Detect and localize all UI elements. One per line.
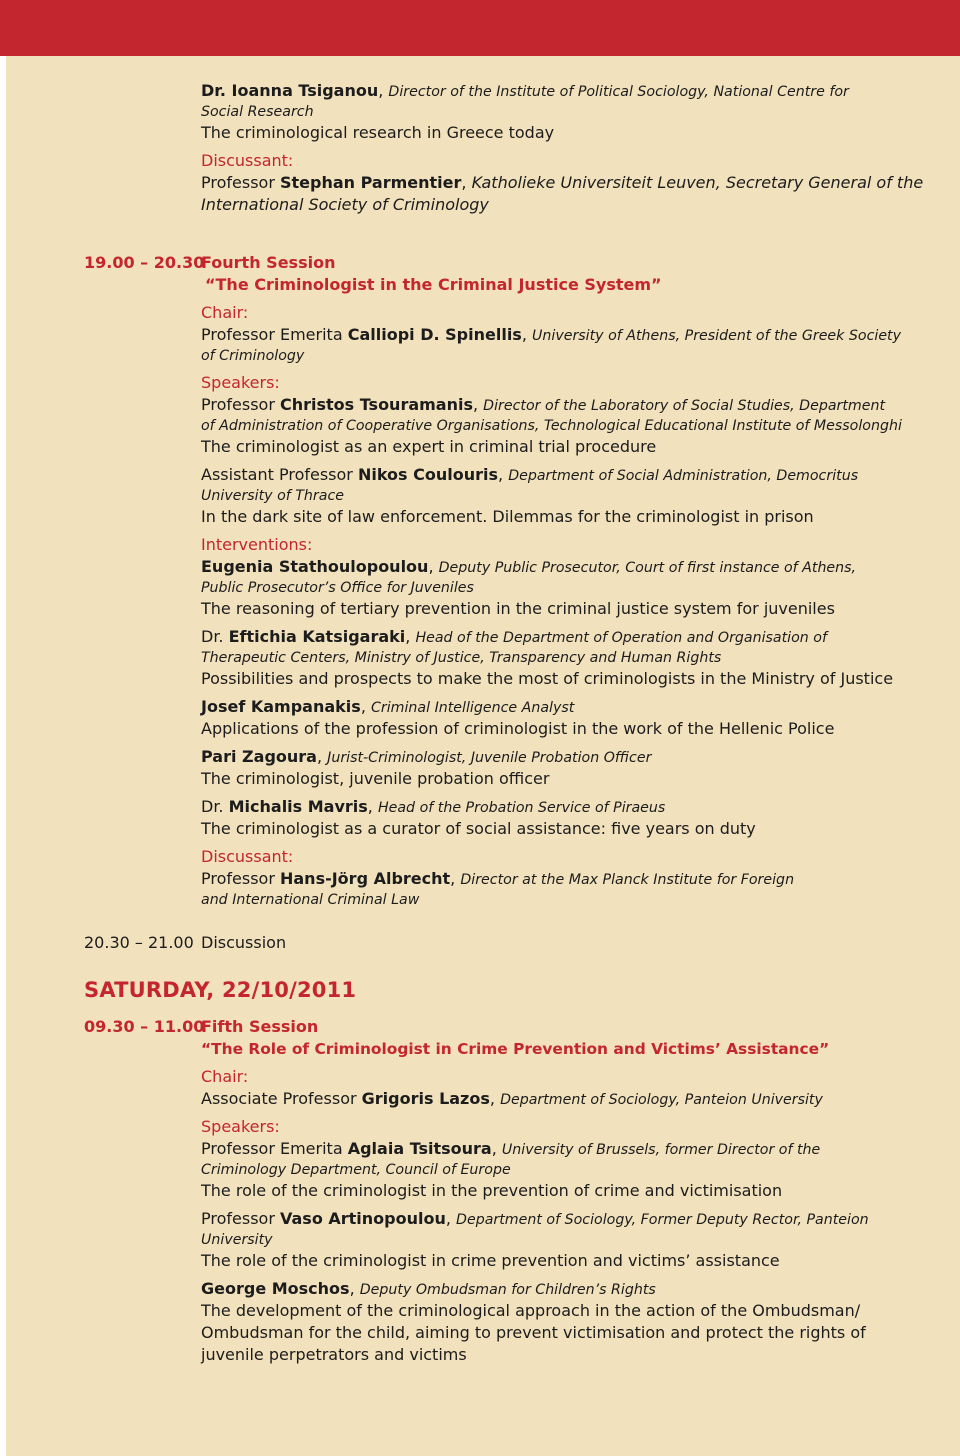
speakers-label: Speakers: [201,1117,280,1136]
speaker-name: Christos Tsouramanis [279,395,473,414]
chair-label: Chair: [201,1067,249,1086]
speaker-title: Assistant Professor [201,465,358,484]
speaker-tsouramanis: Professor Christos Tsouramanis, Director of the Laboratory of Social Studies, Department [201,395,886,414]
speaker-tsitsoura: Professor Emerita Aglaia Tsitsoura, University of Brussels, former Director of the [201,1139,821,1158]
fourth-session [201,252,902,910]
fifth-session [201,1016,891,1366]
speaker-name: Josef Kampanakis [201,697,361,716]
session-subtitle: “The Role of Criminologist in Crime Prevention and Victims’ Assistance” [201,1040,830,1058]
intervention-katsigaraki: Dr. Eftichia Katsigaraki, Head of the Department of Operation and Organisation of [201,627,827,646]
speaker-moschos: George Moschos, Deputy Ombudsman for Children’s Rights [201,1279,656,1298]
speaker-tsiganou: Dr. Ioanna Tsiganou, Director of the Institute of Political Sociology, National Centre for [201,81,849,100]
discussion-row [201,932,891,954]
speaker-affiliation: Head of the Department of Operation and Organisation of [415,630,827,646]
speaker-affiliation-cont: Social Research [201,104,314,120]
talk-title-cont: juvenile perpetrators and victims [201,1345,467,1364]
interventions-label: Interventions: [201,535,313,554]
speaker-name: Nikos Coulouris [357,465,499,484]
talk-title: Applications of the profession of criminologist in the work of the Hellenic Police [201,719,835,738]
talk-title: Possibilities and prospects to make the most of criminologists in the Ministry of Justice [201,669,894,688]
discussant-title: Professor [201,869,280,888]
speakers-label: Speakers: [201,373,280,392]
intervention-zagoura: Pari Zagoura, Jurist-Criminologist, Juvenile Probation Officer [201,747,652,766]
talk-title: The reasoning of tertiary prevention in the criminal justice system for juveniles [201,599,835,618]
chair-lazos: Associate Professor Grigoris Lazos, Department of Sociology, Panteion University [201,1089,823,1108]
discussant-affiliation: Katholieke Universiteit Leuven, Secretary General of the [471,173,924,192]
chair-spinellis: Professor Emerita Calliopi D. Spinellis, University of Athens, President of the Greek Society [201,325,902,344]
speaker-affiliation-cont: University [201,1232,273,1248]
speaker-affiliation: Director of the Institute of Political Sociology, National Centre for [388,84,849,100]
chair-title: Associate Professor [201,1089,362,1108]
speaker-title: Professor [201,1209,280,1228]
speaker-affiliation: Criminal Intelligence Analyst [370,700,575,716]
speaker-affiliation: Department of Sociology, Former Deputy Rector, Panteion [456,1212,869,1228]
chair-affiliation: University of Athens, President of the Greek Society [532,328,902,344]
talk-title: The criminologist as a curator of social assistance: five years on duty [201,819,756,838]
chair-affiliation: Department of Sociology, Panteion University [500,1092,823,1108]
discussant-affiliation-cont: International Society of Criminology [201,195,489,214]
discussant-affiliation: Director at the Max Planck Institute for Foreign [460,872,795,888]
speaker-title: Professor [201,395,280,414]
talk-title: In the dark site of law enforcement. Dilemmas for the criminologist in prison [201,507,814,526]
discussant-label: Discussant: [201,151,294,170]
session-subtitle: “The Criminologist in the Criminal Justice System” [205,275,662,294]
day-heading: SATURDAY, 22/10/2011 [84,978,357,1002]
talk-title: The criminologist, juvenile probation officer [201,769,550,788]
chair-affiliation-cont: of Criminology [201,348,305,364]
chair-label: Chair: [201,303,249,322]
session-title: Fifth Session [201,1017,319,1036]
speaker-affiliation: Director of the Laboratory of Social Studies, Department [483,398,886,414]
chair-name: Grigoris Lazos [361,1089,490,1108]
fifth-session-time: 09.30 – 11.00 [84,1017,205,1036]
speaker-title: Dr. [201,627,229,646]
intervention-mavris: Dr. Michalis Mavris, Head of the Probation Service of Piraeus [201,797,666,816]
speaker-affiliation-cont: Criminology Department, Council of Europe [201,1162,511,1178]
top-red-band [0,0,960,56]
speaker-coulouris: Assistant Professor Nikos Coulouris, Department of Social Administration, Democritus [201,465,859,484]
speaker-affiliation: Head of the Probation Service of Piraeus [377,800,666,816]
speaker-title: Professor Emerita [201,1139,348,1158]
discussion-label: Discussion [201,933,287,952]
discussant-label: Discussant: [201,847,294,866]
speaker-name: Eugenia Stathoulopoulou [201,557,429,576]
speaker-affiliation: Deputy Public Prosecutor, Court of first instance of Athens, [438,560,857,576]
talk-title: The role of the criminologist in crime prevention and victims’ assistance [201,1251,780,1270]
speaker-affiliation-cont: Public Prosecutor’s Office for Juveniles [201,580,474,596]
speaker-name: Michalis Mavris [228,797,368,816]
speaker-name: Aglaia Tsitsoura [347,1139,492,1158]
speaker-affiliation-cont: Therapeutic Centers, Ministry of Justice, Transparency and Human Rights [201,650,722,666]
speaker-name: Dr. Ioanna Tsiganou [201,81,379,100]
speaker-name: Vaso Artinopoulou [279,1209,446,1228]
speaker-name: Eftichia Katsigaraki [228,627,406,646]
talk-title: The criminological research in Greece today [201,123,555,142]
discussant-name: Stephan Parmentier [279,173,462,192]
discussant-parmentier: Professor Stephan Parmentier, Katholieke Universiteit Leuven, Secretary General of the [201,173,924,192]
third-session-continuation [201,80,924,216]
chair-name: Calliopi D. Spinellis [347,325,522,344]
talk-title: The criminologist as an expert in criminal trial procedure [201,437,657,456]
discussion-time: 20.30 – 21.00 [84,933,194,952]
speaker-affiliation-cont: of Administration of Cooperative Organisations, Technological Educational Institute of Messolonghi [201,418,902,434]
intervention-stathoulopoulou: Eugenia Stathoulopoulou, Deputy Public Prosecutor, Court of first instance of Athens, [201,557,857,576]
chair-title: Professor Emerita [201,325,348,344]
talk-title-cont: Ombudsman for the child, aiming to prevent victimisation and protect the rights of [201,1323,866,1342]
speaker-affiliation: University of Brussels, former Director of the [501,1142,821,1158]
speaker-name: Pari Zagoura [201,747,317,766]
discussant-name: Hans-Jörg Albrecht [279,869,451,888]
talk-title: The development of the criminological approach in the action of the Ombudsman/ [201,1301,861,1320]
speaker-name: George Moschos [201,1279,350,1298]
speaker-affiliation-cont: University of Thrace [201,488,344,504]
speaker-affiliation: Jurist-Criminologist, Juvenile Probation Officer [327,750,652,766]
speaker-artinopoulou: Professor Vaso Artinopoulou, Department of Sociology, Former Deputy Rector, Panteion [201,1209,869,1228]
speaker-affiliation: Deputy Ombudsman for Children’s Rights [359,1282,656,1298]
session-title: Fourth Session [201,253,336,272]
discussant-albrecht: Professor Hans-Jörg Albrecht, Director at the Max Planck Institute for Foreign [201,869,795,888]
intervention-kampanakis: Josef Kampanakis, Criminal Intelligence Analyst [201,697,575,716]
talk-title: The role of the criminologist in the prevention of crime and victimisation [201,1181,783,1200]
discussant-affiliation-cont: and International Criminal Law [201,892,420,908]
speaker-affiliation: Department of Social Administration, Democritus [508,468,859,484]
discussant-title: Professor [201,173,280,192]
speaker-title: Dr. [201,797,229,816]
fourth-session-time: 19.00 – 20.30 [84,253,205,272]
